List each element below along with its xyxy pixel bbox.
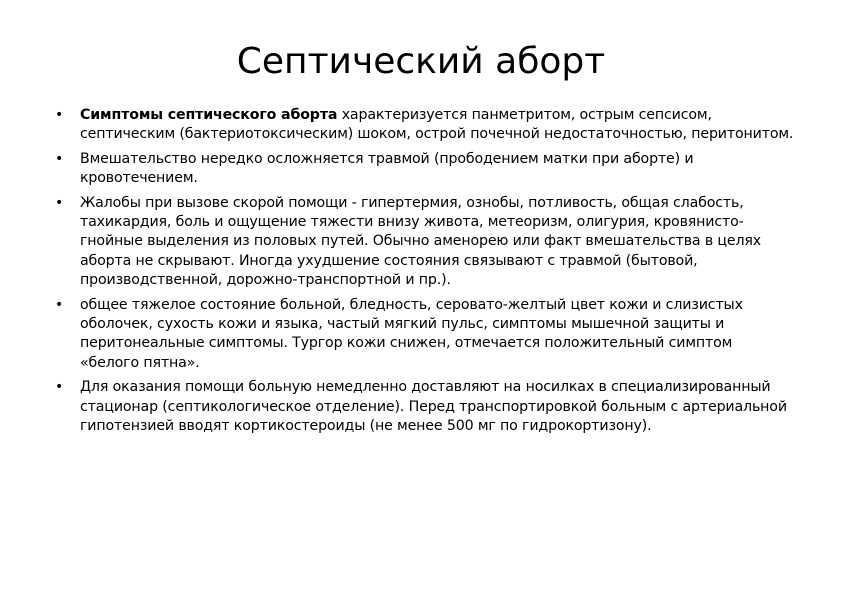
- bullet-item: [55, 378, 795, 436]
- bullet-text: Жалобы при вызове скорой помощи - гипертермия, ознобы, потливость, общая слабость, тахикардия, боль и ощущение тяжести внизу живота, метеоризм, олигурия, кровянисто-гнойные выделения из половых путей. Обычно аменорею или факт вмешательства в целях аборта не скрывают. Иногда ухудшение состояния связывают с травмой (бытовой, производственной, дорожно-транспортной и пр.).: [80, 194, 762, 289]
- bullet-item: [55, 150, 795, 189]
- bullet-icon: •: [55, 150, 64, 167]
- bullet-text: Для оказания помощи больную немедленно доставляют на носилках в специализированный стационар (септикологическое отделение). Перед транспортировкой больным с артериальной гипотензией вводят кортикостероиды (не менее 500 мг по гидрокортизону).: [80, 379, 787, 435]
- bullet-item: [55, 194, 795, 291]
- bullet-icon: •: [55, 194, 64, 211]
- bullet-icon: •: [55, 107, 64, 123]
- bullet-text: общее тяжелое состояние больной, бледность, серовато-желтый цвет кожи и слизистых оболочек, сухость кожи и языка, частый мягкий пульс, симптомы мышечной защиты и перитонеальные симптомы. Тургор кожи снижен, отмечается положительный симптом «белого пятна».: [80, 296, 743, 371]
- bullet-bold-text: Симптомы септического аборта: [80, 107, 338, 123]
- slide-title: Септический аборт: [236, 41, 606, 82]
- bullet-item: [55, 106, 795, 145]
- bullet-icon: •: [55, 379, 64, 396]
- bullet-text: Вмешательство нередко осложняется травмой (прободением матки при аборте) и кровотечением.: [80, 150, 694, 187]
- bullet-text: характеризуется панметритом, острым сепсисом, септическим (бактериотоксическим) шоком, острой почечной недостаточностью, перитонитом.: [80, 107, 794, 143]
- bullet-icon: •: [55, 296, 64, 313]
- bullet-list: [55, 106, 795, 442]
- bullet-item: [55, 296, 795, 374]
